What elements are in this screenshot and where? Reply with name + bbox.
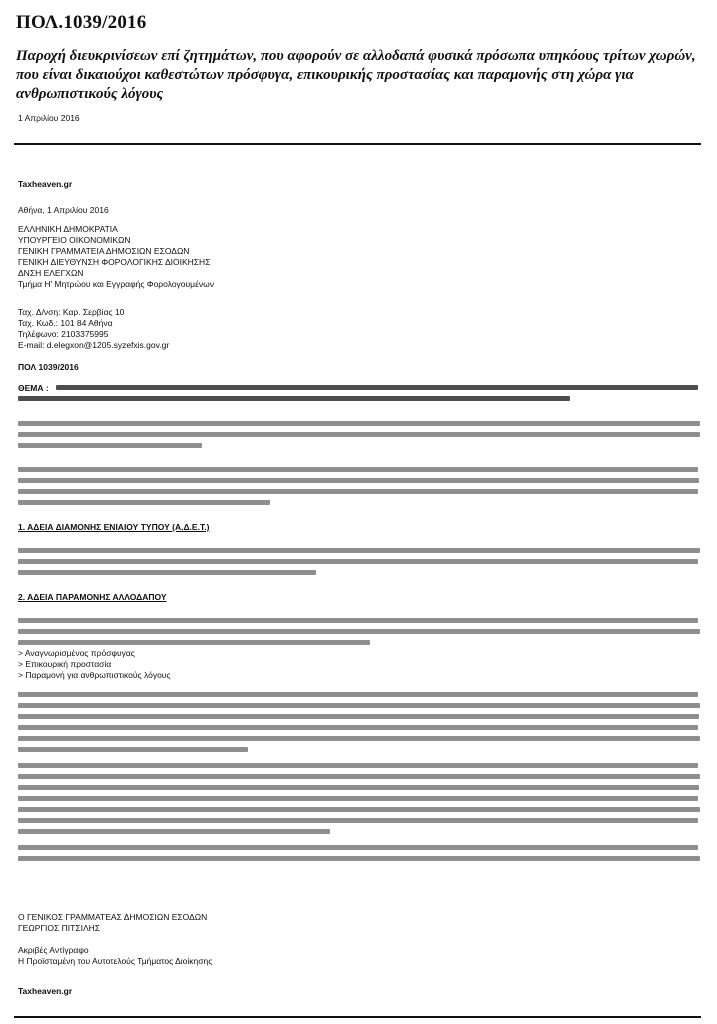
sender-line: ΕΛΛΗΝΙΚΗ ΔΗΜΟΚΡΑΤΙΑ — [18, 224, 118, 234]
subject-text-line — [18, 396, 570, 401]
address-line: Ταχ. Κωδ.: 101 84 Αθήνα — [18, 318, 113, 328]
address-line: Ταχ. Δ/νση: Καρ. Σερβίας 10 — [18, 307, 125, 317]
bullet-item: > Αναγνωρισμένος πρόσφυγας — [18, 648, 135, 658]
body-text-line — [18, 703, 700, 708]
copy-note: Ακριβές Αντίγραφο — [18, 945, 89, 955]
body-text-line — [18, 559, 698, 564]
body-text-line — [18, 570, 316, 575]
body-text-line — [18, 692, 698, 697]
body-text-line — [18, 421, 700, 426]
source-label-top: Taxheaven.gr — [18, 179, 73, 189]
body-text-line — [18, 640, 370, 645]
body-text-line — [18, 856, 700, 861]
signature-title: Ο ΓΕΝΙΚΟΣ ΓΡΑΜΜΑΤΕΑΣ ΔΗΜΟΣΙΩΝ ΕΣΟΔΩΝ — [18, 912, 208, 922]
section-heading-2: 2. ΑΔΕΙΑ ΠΑΡΑΜΟΝΗΣ ΑΛΛΟΔΑΠΟΥ — [18, 592, 167, 602]
body-text-line — [18, 818, 698, 823]
body-text-line — [18, 845, 698, 850]
body-text-line — [18, 478, 699, 483]
body-text-line — [18, 500, 270, 505]
body-text-line — [18, 747, 248, 752]
body-text-line — [18, 736, 700, 741]
subject-text-line — [56, 385, 698, 390]
body-text-line — [18, 807, 700, 812]
body-text-line — [18, 618, 698, 623]
footer-divider — [14, 1016, 701, 1018]
reference-number: ΠΟΛ 1039/2016 — [18, 362, 79, 372]
copy-note: Η Προϊσταμένη του Αυτοτελούς Τμήματος Διοίκησης — [18, 956, 213, 966]
body-text-line — [18, 714, 699, 719]
body-text-line — [18, 548, 700, 553]
subject-label: ΘΕΜΑ : — [18, 383, 49, 393]
bullet-item: > Επικουρική προστασία — [18, 659, 112, 669]
sender-line: ΓΕΝΙΚΗ ΓΡΑΜΜΑΤΕΙΑ ΔΗΜΟΣΙΩΝ ΕΣΟΔΩΝ — [18, 246, 190, 256]
body-text-line — [18, 774, 700, 779]
body-text-line — [18, 467, 698, 472]
body-text-line — [18, 443, 202, 448]
address-line: Τηλέφωνο: 2103375995 — [18, 329, 109, 339]
address-line: E-mail: d.elegxon@1205.syzefxis.gov.gr — [18, 340, 170, 350]
sender-line: ΓΕΝΙΚΗ ΔΙΕΥΘΥΝΣΗ ΦΟΡΟΛΟΓΙΚΗΣ ΔΙΟΙΚΗΣΗΣ — [18, 257, 211, 267]
body-text-line — [18, 796, 698, 801]
sender-line: Τμήμα Η' Μητρώου και Εγγραφής Φορολογουμένων — [18, 279, 214, 289]
section-heading-1: 1. ΑΔΕΙΑ ΔΙΑΜΟΝΗΣ ΕΝΙΑΙΟΥ ΤΥΠΟΥ (Α.Δ.Ε.Τ.) — [18, 522, 210, 532]
sender-line: ΔΝΣΗ ΕΛΕΓΧΩΝ — [18, 268, 84, 278]
body-text-line — [18, 432, 700, 437]
place-date: Αθήνα, 1 Απριλίου 2016 — [18, 205, 109, 215]
body-text-line — [18, 763, 698, 768]
document-number: ΠΟΛ.1039/2016 — [16, 12, 147, 33]
document-date: 1 Απριλίου 2016 — [18, 113, 80, 123]
header-divider — [14, 143, 701, 145]
body-text-line — [18, 725, 698, 730]
body-text-line — [18, 629, 700, 634]
document-title: Παροχή διευκρινίσεων επί ζητημάτων, που αφορούν σε αλλοδαπά φυσικά πρόσωπα υπηκόους τρίτων χωρών, που είναι δικαιούχοι καθεστώτων πρόσφυγα, επικουρικής προστασίας και παραμονής στη χώρα για ανθρωπιστικούς λόγους — [16, 48, 696, 102]
body-text-line — [18, 489, 698, 494]
body-text-line — [18, 829, 330, 834]
bullet-item: > Παραμονή για ανθρωπιστικούς λόγους — [18, 670, 171, 680]
body-text-line — [18, 785, 699, 790]
signature-name: ΓΕΩΡΓΙΟΣ ΠΙΤΣΙΛΗΣ — [18, 923, 101, 933]
source-label-bottom: Taxheaven.gr — [18, 986, 73, 996]
sender-line: ΥΠΟΥΡΓΕΙΟ ΟΙΚΟΝΟΜΙΚΩΝ — [18, 235, 131, 245]
